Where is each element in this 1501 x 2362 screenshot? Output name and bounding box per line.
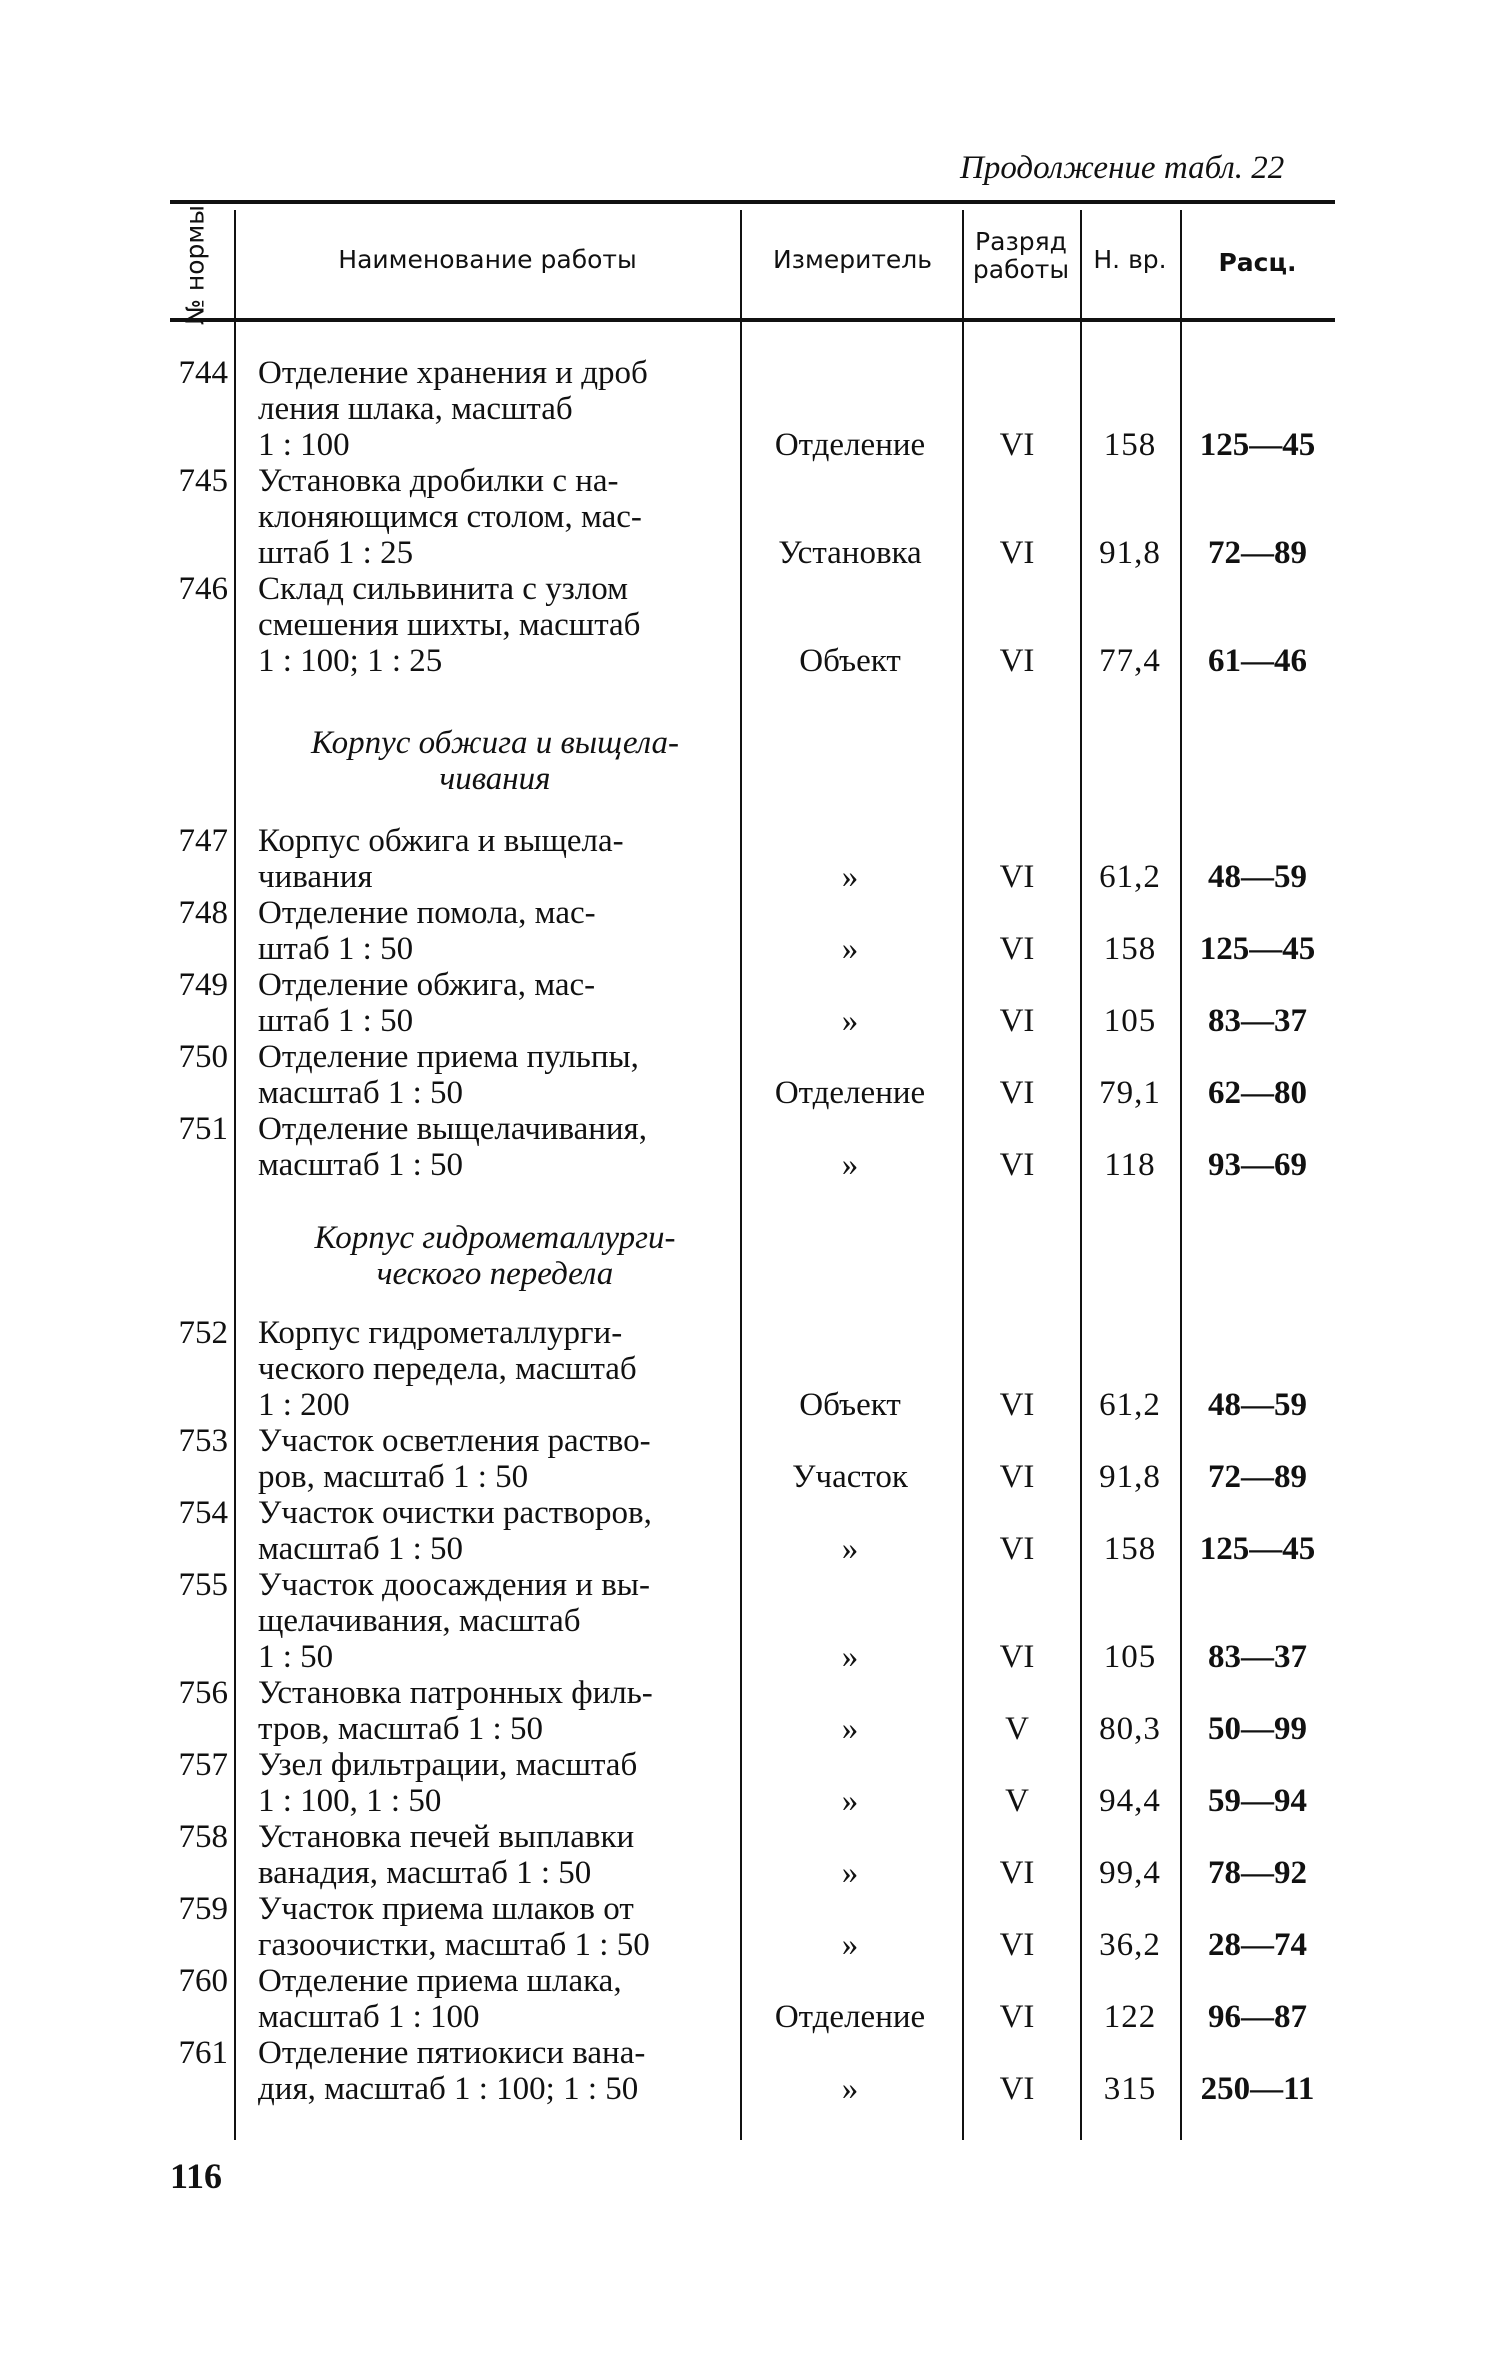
measure-unit: »: [841, 1855, 859, 1891]
work-name-line: масштаб 1 : 50: [258, 1147, 464, 1183]
work-name: [258, 571, 728, 679]
work-name-line: ческого передела, масштаб: [258, 1351, 637, 1387]
norm-time: 36,2: [1099, 1927, 1161, 1963]
rate: 62—80: [1208, 1075, 1307, 1111]
work-name-line: Отделение хранения и дроб: [258, 355, 648, 391]
work-name-line: Отделение пятиокиси вана-: [258, 2035, 646, 2071]
norm-time: 118: [1104, 1147, 1156, 1183]
work-name-line: штаб 1 : 50: [258, 1003, 414, 1039]
norm-time: 105: [1103, 1639, 1157, 1675]
measure-unit: Отделение: [774, 427, 926, 463]
header-name: Наименование работы: [338, 245, 637, 274]
norm-number: 747: [178, 823, 228, 859]
work-rank: VI: [999, 1075, 1035, 1111]
work-name-line: смешения шихты, масштаб: [258, 607, 641, 643]
work-name-line: ления шлака, масштаб: [258, 391, 573, 427]
work-name-line: Отделение выщелачивания,: [258, 1111, 647, 1147]
norm-time: 315: [1103, 2071, 1157, 2107]
work-name: [258, 463, 728, 571]
work-name-line: Отделение приема шлака,: [258, 1963, 622, 1999]
work-name: [258, 967, 728, 1039]
norm-number: 760: [178, 1963, 228, 1999]
work-name-line: штаб 1 : 25: [258, 535, 414, 571]
norm-number: 748: [178, 895, 228, 931]
work-name: [258, 2035, 728, 2107]
measure-unit: Отделение: [774, 1075, 926, 1111]
header-bottom-rule: [170, 318, 1335, 322]
work-name-line: Отделение помола, мас-: [258, 895, 596, 931]
work-name-line: Отделение обжига, мас-: [258, 967, 596, 1003]
work-name-line: Участок осветления раство-: [258, 1423, 651, 1459]
section-heading: [255, 1220, 735, 1292]
work-rank: VI: [999, 643, 1035, 679]
work-rank: VI: [999, 1999, 1035, 2035]
header-measure: Измеритель: [772, 245, 932, 274]
work-rank: VI: [999, 2071, 1035, 2107]
section-heading-line: Корпус обжига и выщела-: [310, 725, 679, 761]
work-name-line: Участок доосаждения и вы-: [258, 1567, 650, 1603]
work-name-line: Установка печей выплавки: [258, 1819, 635, 1855]
norm-time: 80,3: [1099, 1711, 1161, 1747]
rate: 83—37: [1208, 1003, 1307, 1039]
work-name-line: Корпус обжига и выщела-: [258, 823, 624, 859]
work-rank: VI: [999, 1459, 1035, 1495]
norm-time: 105: [1103, 1003, 1157, 1039]
work-name-line: масштаб 1 : 50: [258, 1531, 464, 1567]
measure-unit: »: [841, 931, 859, 967]
work-name: [258, 355, 728, 463]
norm-number: 758: [178, 1819, 228, 1855]
measure-unit: Установка: [778, 535, 922, 571]
norm-number: 761: [178, 2035, 228, 2071]
norm-time: 77,4: [1099, 643, 1161, 679]
work-name-line: Узел фильтрации, масштаб: [258, 1747, 638, 1783]
norm-number: 750: [178, 1039, 228, 1075]
header-rank: Разряд работы: [972, 227, 1070, 284]
work-name: [258, 823, 728, 895]
work-name-line: щелачивания, масштаб: [258, 1603, 581, 1639]
norm-number: 754: [178, 1495, 228, 1531]
measure-unit: Отделение: [774, 1999, 926, 2035]
rate: 125—45: [1199, 427, 1316, 463]
work-name: [258, 1891, 728, 1963]
measure-unit: »: [841, 1783, 859, 1819]
work-rank: VI: [999, 1927, 1035, 1963]
norm-number: 745: [178, 463, 228, 499]
work-name: [258, 1423, 728, 1495]
continuation-title: Продолжение табл. 22: [960, 150, 1285, 186]
work-rank: VI: [999, 535, 1035, 571]
norm-number: 759: [178, 1891, 228, 1927]
norm-time: 79,1: [1099, 1075, 1161, 1111]
rate: 61—46: [1208, 643, 1307, 679]
work-name-line: тров, масштаб 1 : 50: [258, 1711, 543, 1747]
work-name: [258, 1675, 728, 1747]
rate: 50—99: [1208, 1711, 1307, 1747]
work-name-line: 1 : 200: [258, 1387, 350, 1423]
work-name: [258, 1963, 728, 2035]
norm-number: 755: [178, 1567, 228, 1603]
work-rank: VI: [999, 1639, 1035, 1675]
norm-number: 751: [178, 1111, 228, 1147]
measure-unit: »: [841, 1003, 859, 1039]
norm-number: 744: [178, 355, 228, 391]
work-rank: V: [1005, 1783, 1029, 1819]
work-rank: VI: [999, 1531, 1035, 1567]
work-name-line: Склад сильвинита с узлом: [258, 571, 628, 607]
rate: 59—94: [1208, 1783, 1307, 1819]
measure-unit: Объект: [799, 643, 901, 679]
work-rank: VI: [999, 1003, 1035, 1039]
work-name: [258, 1567, 728, 1675]
work-name-line: масштаб 1 : 50: [258, 1075, 464, 1111]
norm-number: 756: [178, 1675, 228, 1711]
rate: 83—37: [1208, 1639, 1307, 1675]
norm-number: 757: [178, 1747, 228, 1783]
norm-time: 122: [1103, 1999, 1157, 2035]
measure-unit: »: [841, 1531, 859, 1567]
work-name: [258, 1495, 728, 1567]
header-number: № нормы: [180, 204, 210, 326]
norm-time: 91,8: [1099, 1459, 1161, 1495]
rate: 250—11: [1200, 2071, 1315, 2107]
table-top-rule: [170, 200, 1335, 204]
work-name: [258, 1111, 728, 1183]
work-name-line: Установка патронных филь-: [258, 1675, 653, 1711]
work-rank: VI: [999, 1147, 1035, 1183]
work-rank: VI: [999, 1855, 1035, 1891]
work-name: [258, 1747, 728, 1819]
work-rank: VI: [999, 427, 1035, 463]
measure-unit: Участок: [792, 1459, 908, 1495]
norm-time: 91,8: [1099, 535, 1161, 571]
section-heading-line: чивания: [439, 761, 551, 797]
work-name-line: 1 : 50: [258, 1639, 334, 1675]
measure-unit: »: [841, 1711, 859, 1747]
work-name-line: ванадия, масштаб 1 : 50: [258, 1855, 592, 1891]
norm-time: 99,4: [1099, 1855, 1161, 1891]
norm-time: 158: [1103, 931, 1157, 967]
work-rank: V: [1005, 1711, 1029, 1747]
work-name-line: масштаб 1 : 100: [258, 1999, 480, 2035]
rate: 72—89: [1208, 1459, 1307, 1495]
section-heading-line: Корпус гидрометаллурги-: [314, 1220, 676, 1256]
work-name-line: клоняющимся столом, мас-: [258, 499, 642, 535]
measure-unit: »: [841, 1147, 859, 1183]
measure-unit: »: [841, 859, 859, 895]
page-number: 116: [170, 2156, 223, 2196]
work-name-line: газоочистки, масштаб 1 : 50: [258, 1927, 650, 1963]
norm-number: 753: [178, 1423, 228, 1459]
work-name-line: Корпус гидрометаллурги-: [258, 1315, 623, 1351]
rate: 96—87: [1208, 1999, 1307, 2035]
work-rank: VI: [999, 1387, 1035, 1423]
work-name-line: Участок очистки растворов,: [258, 1495, 652, 1531]
work-name-line: ров, масштаб 1 : 50: [258, 1459, 529, 1495]
section-heading-line: ческого передела: [376, 1256, 614, 1292]
measure-unit: »: [841, 2071, 859, 2107]
norm-time: 158: [1103, 1531, 1157, 1567]
rate: 125—45: [1199, 931, 1316, 967]
rate: 28—74: [1208, 1927, 1307, 1963]
work-name-line: Участок приема шлаков от: [258, 1891, 634, 1927]
rate: 72—89: [1208, 535, 1307, 571]
work-rank: VI: [999, 931, 1035, 967]
rate: 125—45: [1199, 1531, 1316, 1567]
measure-unit: »: [841, 1639, 859, 1675]
work-name: [258, 1315, 728, 1423]
norm-time: 158: [1103, 427, 1157, 463]
norm-number: 746: [178, 571, 228, 607]
measure-unit: Объект: [799, 1387, 901, 1423]
rate: 93—69: [1208, 1147, 1307, 1183]
work-name-line: Отделение приема пульпы,: [258, 1039, 639, 1075]
column-divider: [234, 210, 236, 2140]
work-name-line: Установка дробилки с на-: [258, 463, 619, 499]
header-time: Н. вр.: [1093, 245, 1167, 274]
norm-time: 61,2: [1099, 1387, 1161, 1423]
work-name: [258, 1819, 728, 1891]
work-name-line: чивания: [258, 859, 373, 895]
work-name-line: штаб 1 : 50: [258, 931, 414, 967]
section-heading: [255, 725, 735, 797]
norm-number: 749: [178, 967, 228, 1003]
work-name-line: дия, масштаб 1 : 100; 1 : 50: [258, 2071, 639, 2107]
norm-time: 94,4: [1099, 1783, 1161, 1819]
work-name-line: 1 : 100: [258, 427, 350, 463]
work-name: [258, 895, 728, 967]
rate: 78—92: [1208, 1855, 1307, 1891]
work-name: [258, 1039, 728, 1111]
work-name-line: 1 : 100, 1 : 50: [258, 1783, 442, 1819]
measure-unit: »: [841, 1927, 859, 1963]
work-name-line: 1 : 100; 1 : 25: [258, 643, 443, 679]
work-rank: VI: [999, 859, 1035, 895]
rate: 48—59: [1208, 1387, 1307, 1423]
header-rate: Расц.: [1218, 248, 1297, 277]
rate: 48—59: [1208, 859, 1307, 895]
norm-time: 61,2: [1099, 859, 1161, 895]
norm-number: 752: [178, 1315, 228, 1351]
